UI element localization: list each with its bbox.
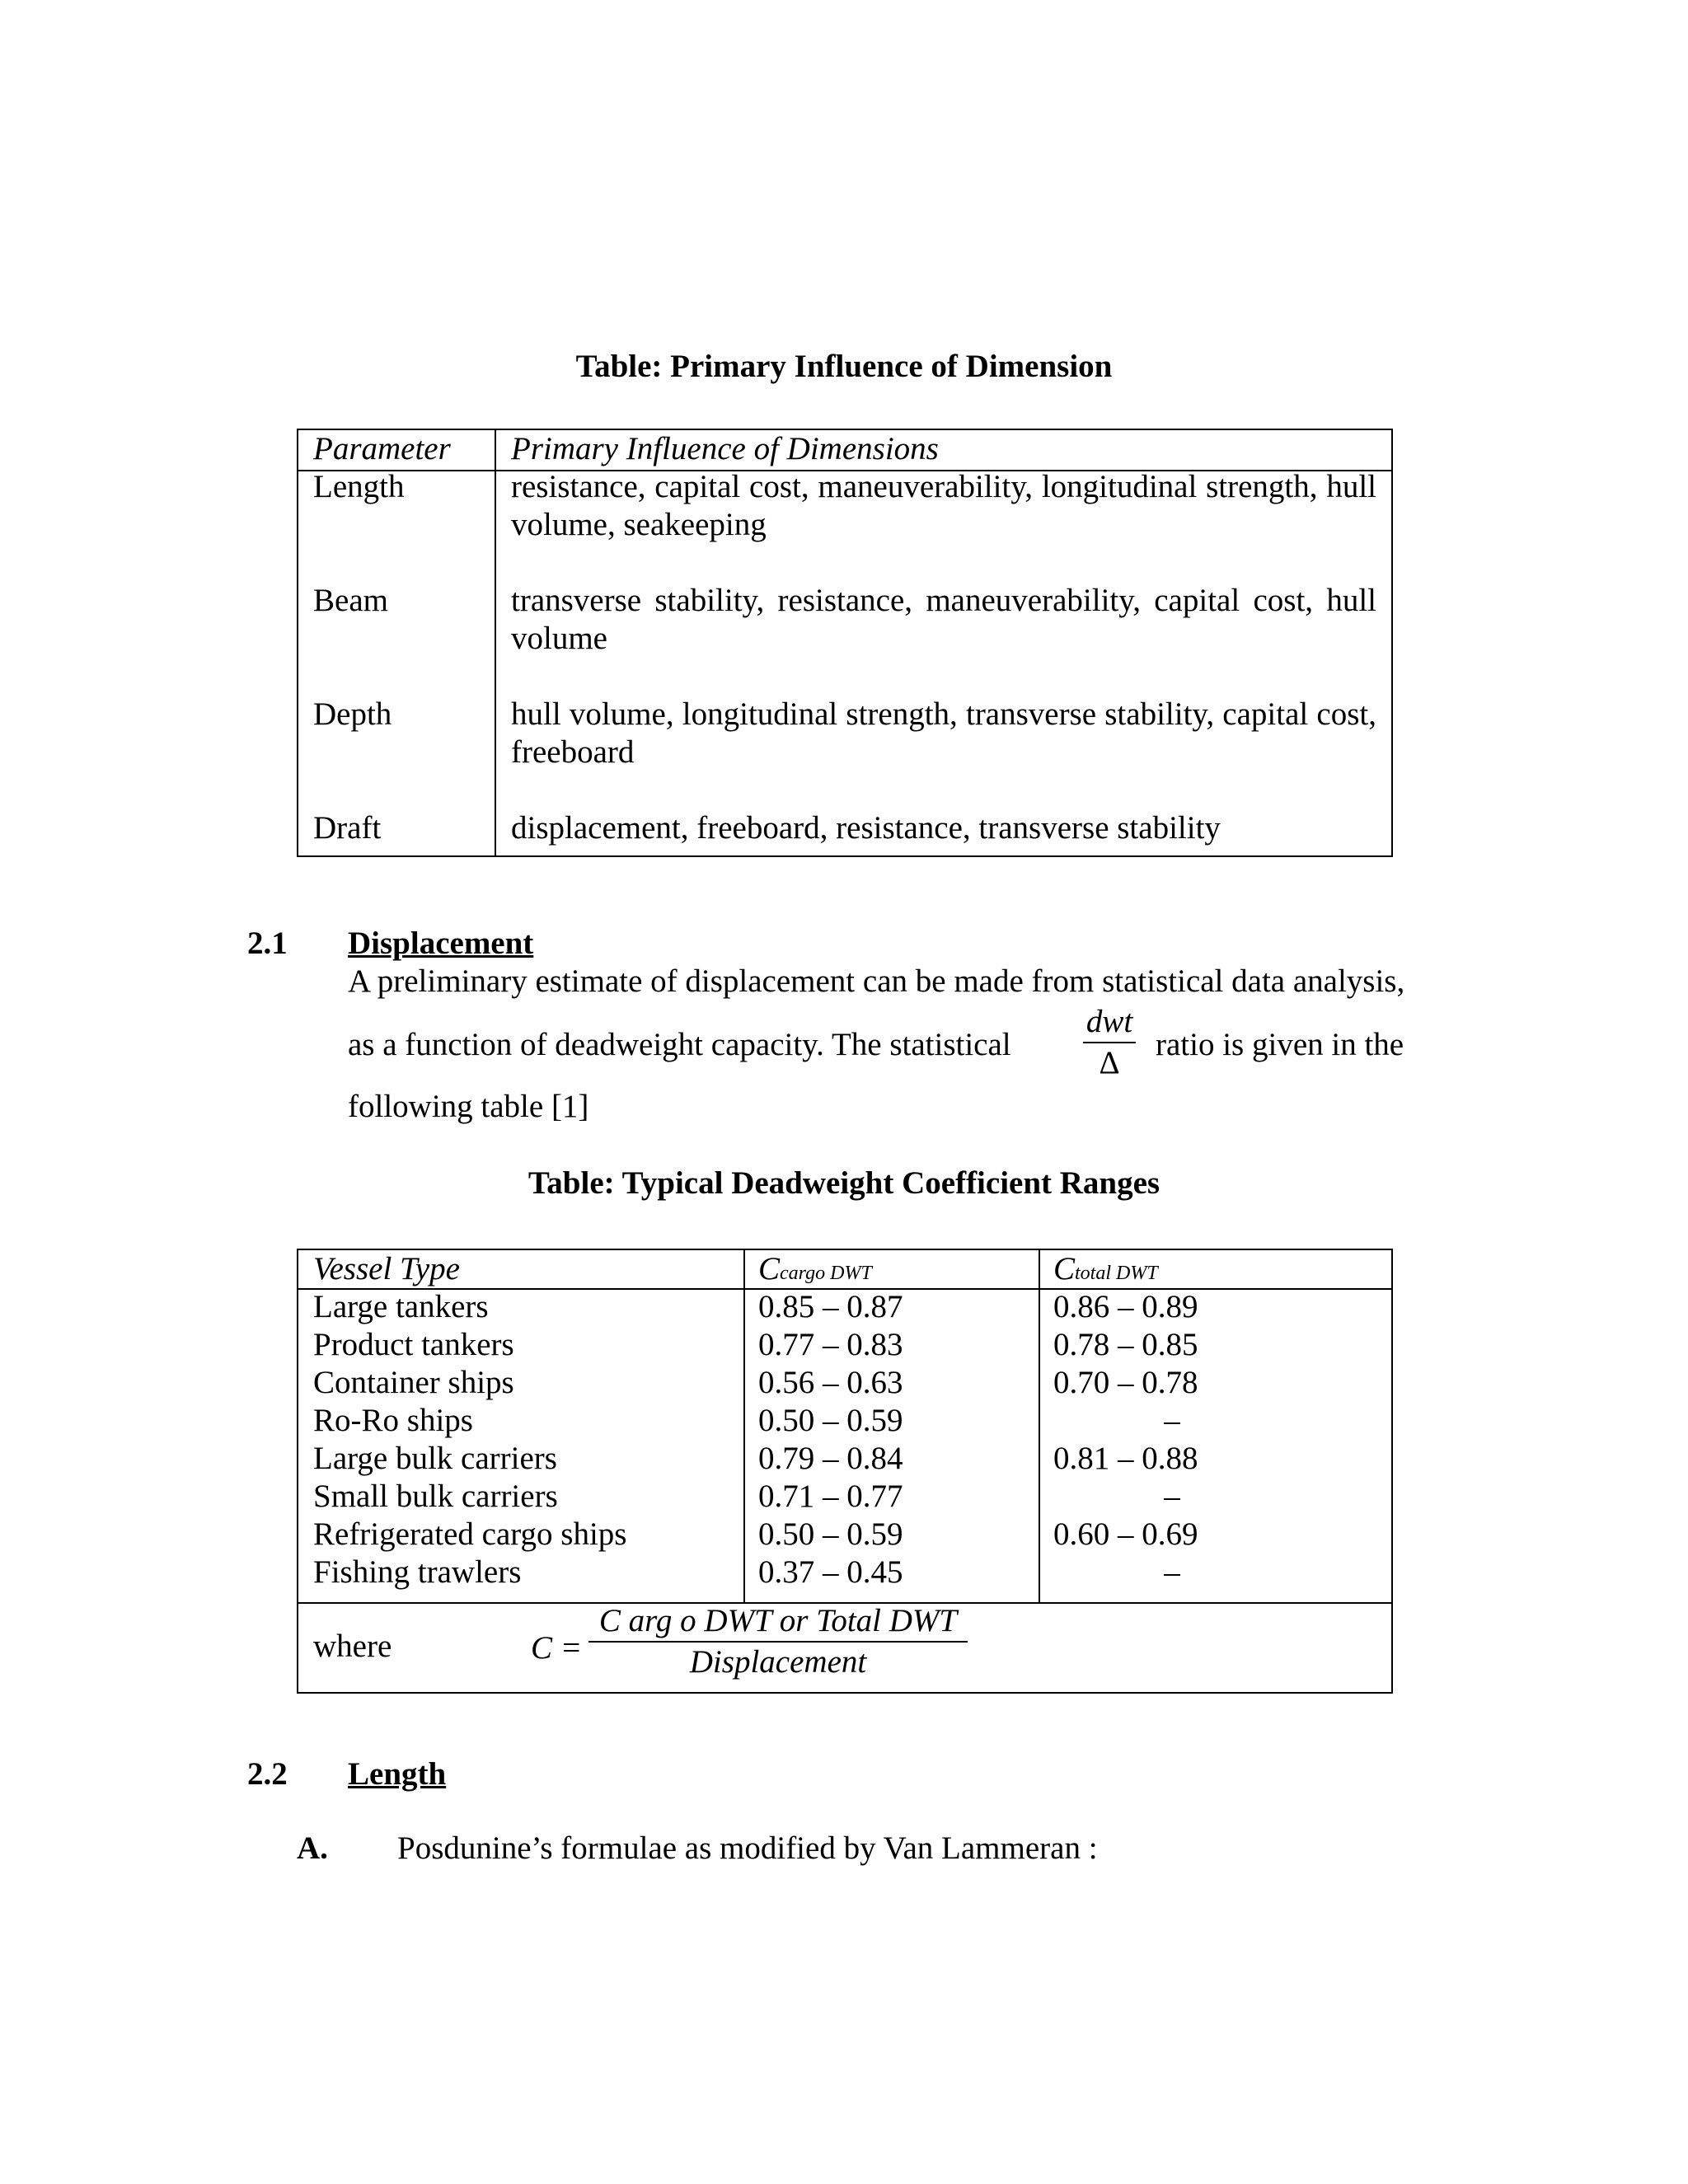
total-dwt-value: – — [1164, 1403, 1180, 1438]
header-total-dwt: Ctotal DWT — [1053, 1251, 1158, 1286]
cargo-dwt-value: 0.85 – 0.87 — [758, 1289, 903, 1324]
vessel-type: Small bulk carriers — [313, 1479, 558, 1514]
header-vessel-type: Vessel Type — [313, 1251, 460, 1286]
ratio-numerator: dwt — [1085, 1004, 1133, 1039]
table2-title: Table: Typical Deadweight Coefficient Ranges — [528, 1165, 1160, 1201]
cargo-dwt-value: 0.50 – 0.59 — [758, 1516, 903, 1552]
row-influence-beam: transverse stability, resistance, maneuverability, capital cost, hull volume — [511, 583, 1376, 656]
deadweight-coefficient-table — [297, 1249, 1393, 1694]
vessel-type: Ro-Ro ships — [313, 1403, 473, 1438]
formula-lhs: C = — [531, 1630, 583, 1666]
header-influence: Primary Influence of Dimensions — [511, 431, 939, 466]
cargo-dwt-value: 0.79 – 0.84 — [758, 1441, 903, 1476]
header-cargo-dwt: Ccargo DWT — [758, 1251, 872, 1286]
section-number: 2.1 — [247, 926, 288, 961]
column-divider — [1039, 1250, 1040, 1602]
cargo-dwt-value: 0.77 – 0.83 — [758, 1327, 903, 1362]
vessel-type: Large bulk carriers — [313, 1441, 557, 1476]
total-dwt-value: 0.70 – 0.78 — [1053, 1365, 1198, 1400]
where-label: where — [313, 1629, 392, 1664]
cargo-dwt-value: 0.37 – 0.45 — [758, 1554, 903, 1590]
vessel-type: Refrigerated cargo ships — [313, 1516, 627, 1552]
formula-numerator: C arg o DWT or Total DWT — [598, 1603, 958, 1638]
total-dwt-value: 0.81 – 0.88 — [1053, 1441, 1198, 1476]
dwt-ratio-fraction — [1083, 1004, 1136, 1081]
column-divider — [743, 1250, 745, 1602]
row-influence-draft: displacement, freeboard, resistance, transverse stability — [511, 810, 1221, 846]
row-influence-length: resistance, capital cost, maneuverability, longitudinal strength, hull volume, seakeeping — [511, 469, 1376, 542]
item-label: A. — [297, 1830, 328, 1866]
cargo-dwt-value: 0.50 – 0.59 — [758, 1403, 903, 1438]
row-param-length: Length — [313, 469, 405, 504]
vessel-type: Large tankers — [313, 1289, 489, 1324]
dimension-influence-table — [297, 429, 1393, 857]
header-parameter: Parameter — [313, 431, 451, 466]
row-param-beam: Beam — [313, 583, 388, 618]
total-dwt-value: 0.86 – 0.89 — [1053, 1289, 1198, 1324]
ratio-denominator: Δ — [1099, 1045, 1120, 1080]
section-heading: Displacement — [348, 926, 534, 961]
fraction-bar — [588, 1641, 968, 1643]
cargo-dwt-value: 0.71 – 0.77 — [758, 1479, 903, 1514]
cargo-dwt-value: 0.56 – 0.63 — [758, 1365, 903, 1400]
column-divider — [495, 430, 496, 855]
total-dwt-value: – — [1164, 1479, 1180, 1514]
paragraph-line: following table [1] — [348, 1089, 589, 1124]
vessel-type: Container ships — [313, 1365, 514, 1400]
paragraph-line: as a function of deadweight capacity. The statistical — [348, 1027, 1011, 1062]
total-dwt-value: 0.78 – 0.85 — [1053, 1327, 1198, 1362]
section-number: 2.2 — [247, 1756, 288, 1792]
row-influence-depth: hull volume, longitudinal strength, transverse stability, capital cost, freeboard — [511, 696, 1376, 770]
section-heading: Length — [348, 1756, 447, 1792]
paragraph-line: A preliminary estimate of displacement can be made from statistical data analysis, — [348, 963, 1405, 999]
row-param-depth: Depth — [313, 696, 392, 732]
total-dwt-value: – — [1164, 1554, 1180, 1590]
fraction-bar — [1083, 1042, 1136, 1043]
paragraph-line: ratio is given in the — [1156, 1027, 1404, 1062]
row-param-draft: Draft — [313, 810, 382, 846]
table1-title: Table: Primary Influence of Dimension — [575, 349, 1113, 384]
vessel-type: Fishing trawlers — [313, 1554, 522, 1590]
coefficient-formula — [588, 1603, 968, 1680]
item-text: Posdunine’s formulae as modified by Van Lammeran : — [397, 1830, 1098, 1866]
total-dwt-value: 0.60 – 0.69 — [1053, 1516, 1198, 1552]
formula-denominator: Displacement — [689, 1644, 867, 1680]
vessel-type: Product tankers — [313, 1327, 514, 1362]
